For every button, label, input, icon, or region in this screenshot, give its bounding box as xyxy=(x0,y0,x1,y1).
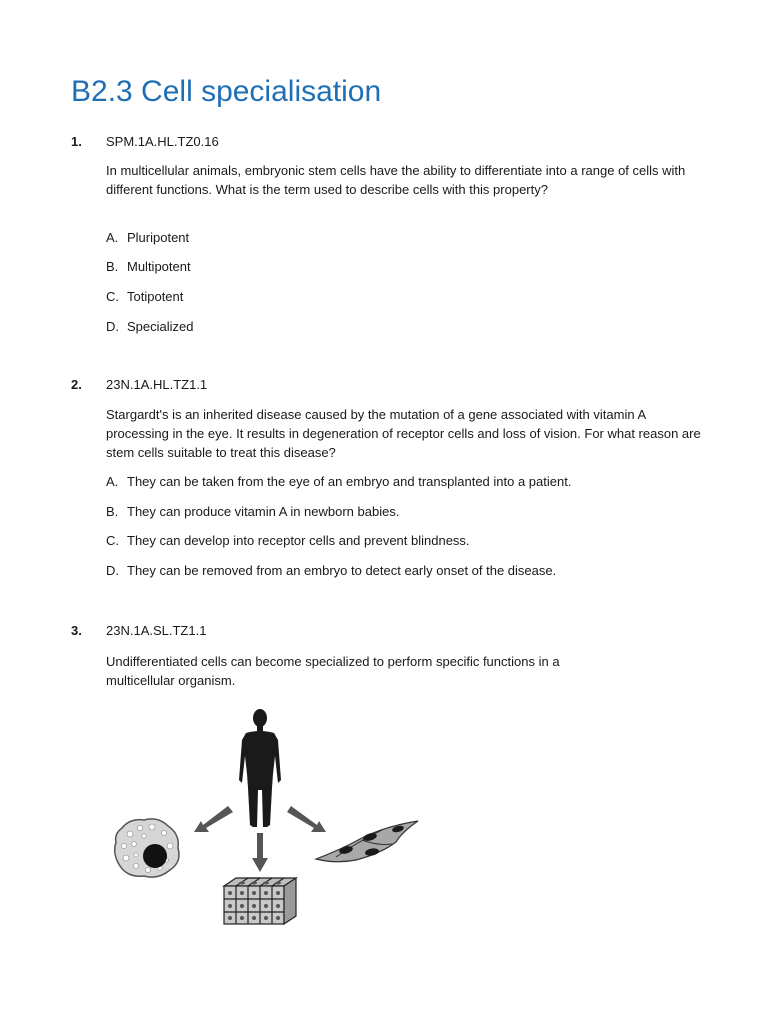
human-silhouette-icon xyxy=(239,709,281,827)
question-3-stem: Undifferentiated cells can become specialized to perform specific functions in a multicellular organism. xyxy=(106,654,560,688)
page-title: B2.3 Cell specialisation xyxy=(71,75,382,108)
question-2-option-a xyxy=(106,473,571,491)
option-letter: A. xyxy=(106,474,119,489)
question-1-option-a xyxy=(106,229,189,247)
option-text: Multipotent xyxy=(127,259,191,274)
question-2-option-d xyxy=(106,562,556,580)
option-letter: D. xyxy=(106,319,119,334)
option-text: They can be removed from an embryo to detect early onset of the disease. xyxy=(127,563,557,578)
option-text: They can be taken from the eye of an embryo and transplanted into a patient. xyxy=(127,474,572,489)
question-1-number: 1. xyxy=(71,134,82,149)
option-letter: B. xyxy=(106,259,119,274)
option-letter: C. xyxy=(106,289,119,304)
question-3-code: 23N.1A.SL.TZ1.1 xyxy=(106,623,207,638)
cell-specialisation-figure xyxy=(100,700,440,940)
option-text: They can produce vitamin A in newborn babies. xyxy=(127,504,400,519)
question-2-option-c xyxy=(106,532,470,550)
white-blood-cell-icon xyxy=(115,819,179,877)
muscle-cells-icon xyxy=(316,821,418,862)
epithelial-tissue-icon xyxy=(224,878,296,924)
option-text: Pluripotent xyxy=(127,230,190,245)
option-text: Totipotent xyxy=(127,289,184,304)
question-1-option-b xyxy=(106,258,191,276)
question-2-option-b xyxy=(106,503,399,521)
question-3-number: 3. xyxy=(71,623,82,638)
option-text: They can develop into receptor cells and prevent blindness. xyxy=(127,533,470,548)
question-2-stem: Stargardt's is an inherited disease caused by the mutation of a gene associated with vitamin A processing in the eye. It results in degeneration of receptor cells and loss of vision. For what reason are stem cells suitable to treat this disease? xyxy=(106,407,701,460)
question-2-number: 2. xyxy=(71,377,82,392)
question-1-option-c xyxy=(106,288,183,306)
option-text: Specialized xyxy=(127,319,194,334)
option-letter: D. xyxy=(106,563,119,578)
option-letter: C. xyxy=(106,533,119,548)
option-letter: A. xyxy=(106,230,119,245)
question-1-code: SPM.1A.HL.TZ0.16 xyxy=(106,134,219,149)
arrow-icon xyxy=(194,806,326,872)
question-2-code: 23N.1A.HL.TZ1.1 xyxy=(106,377,208,392)
question-1-option-d xyxy=(106,318,194,336)
option-letter: B. xyxy=(106,504,119,519)
question-1-stem: In multicellular animals, embryonic stem cells have the ability to differentiate into a range of cells with different functions. What is the term used to describe cells with this property? xyxy=(106,163,686,197)
